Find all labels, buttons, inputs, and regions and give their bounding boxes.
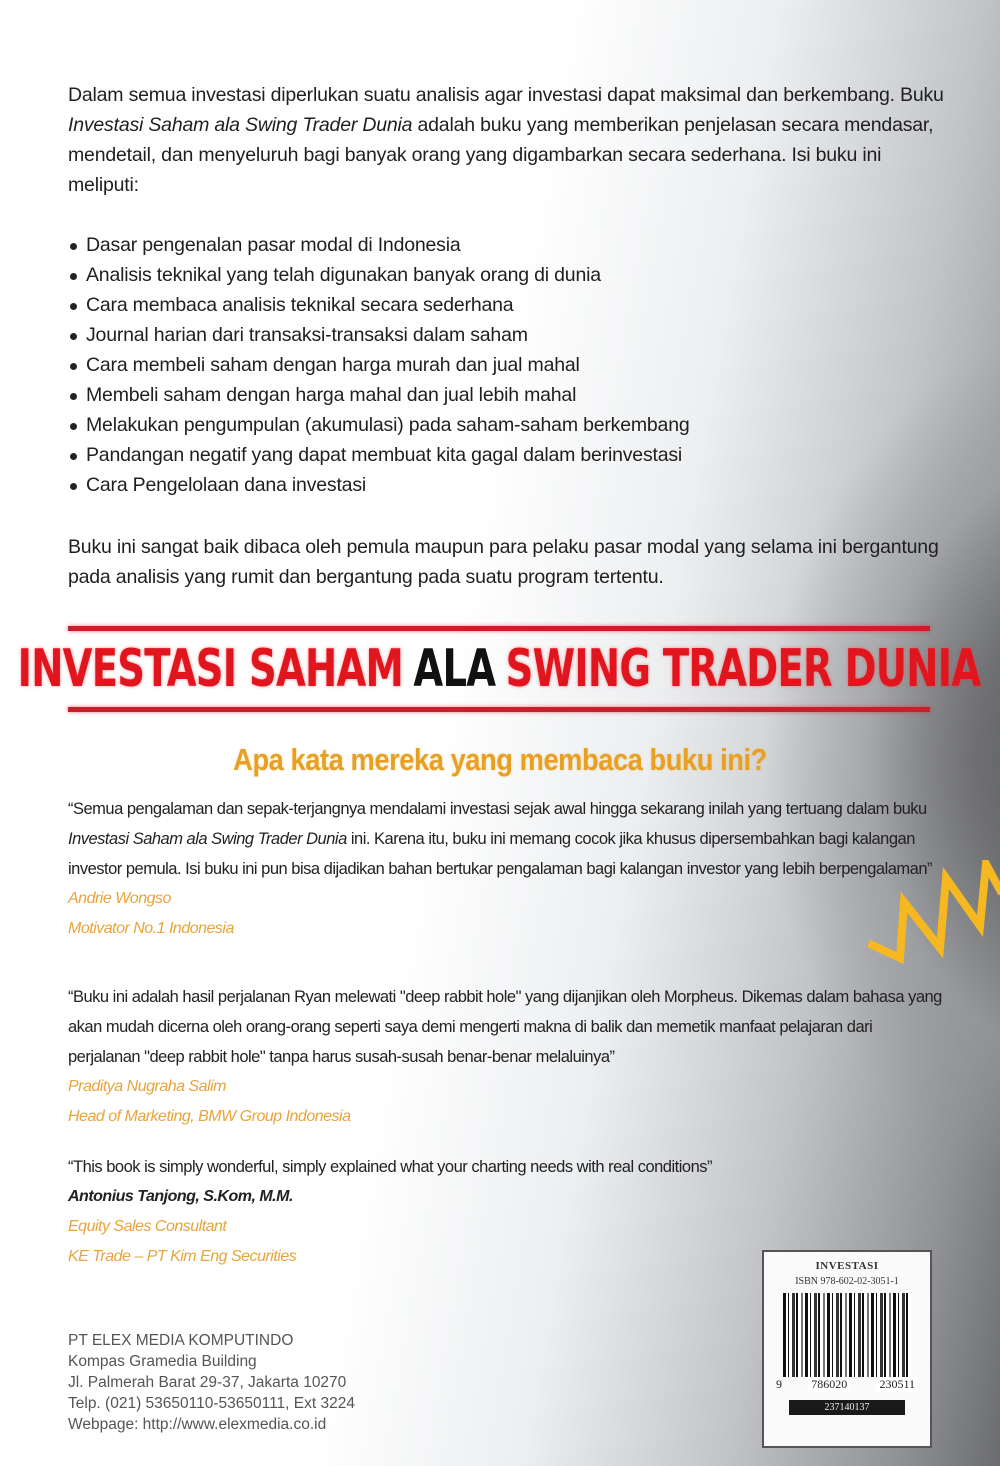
barcode-digit-group-1: 786020: [808, 1377, 850, 1392]
testimonial-2: [68, 982, 948, 1132]
list-item: Cara membeli saham dengan harga murah dan jual mahal: [68, 350, 948, 380]
barcode-lead-digit: 9: [776, 1377, 782, 1391]
title-banner: [17, 626, 981, 712]
banner-top-rule: [68, 626, 930, 631]
testimonial-1: [68, 794, 948, 944]
publisher-building: Kompas Gramedia Building: [68, 1353, 257, 1370]
barcode-code: 237140137: [789, 1400, 905, 1415]
banner-title-part2: ALA: [413, 639, 496, 699]
list-item: Melakukan pengumpulan (akumulasi) pada saham-saham berkembang: [68, 410, 948, 440]
testimonial-role: Equity Sales Consultant: [68, 1218, 227, 1235]
banner-bottom-rule: [68, 707, 930, 712]
publisher-info: [68, 1330, 355, 1435]
barcode-digit-group-2: 230511: [876, 1377, 918, 1392]
zigzag-chart-icon: [868, 860, 1000, 970]
testimonial-text: [68, 794, 948, 884]
testimonials-heading: Apa kata mereka yang membaca buku ini?: [233, 742, 767, 777]
testimonial-text-part: “Semua pengalaman dan sepak-terjangnya mendalami investasi sejak awal hingga sekarang inilah yang tertuang dalam buku: [68, 800, 927, 818]
testimonial-text: “This book is simply wonderful, simply explained what your charting needs with real conditions”: [68, 1158, 712, 1176]
barcode-category: INVESTASI: [815, 1260, 879, 1272]
testimonial-role: Head of Marketing, BMW Group Indonesia: [68, 1108, 351, 1125]
barcode-bars-icon: [783, 1293, 911, 1377]
list-item: Pandangan negatif yang dapat membuat kita gagal dalam berinvestasi: [68, 440, 948, 470]
testimonial-role: Motivator No.1 Indonesia: [68, 920, 234, 937]
testimonial-author: Andrie Wongso: [68, 890, 171, 907]
publisher-address: Jl. Palmerah Barat 29-37, Jakarta 10270: [68, 1374, 347, 1391]
banner-title-part3: SWING TRADER DUNIA: [505, 639, 981, 699]
publisher-name: PT ELEX MEDIA KOMPUTINDO: [68, 1332, 294, 1349]
publisher-web: Webpage: http://www.elexmedia.co.id: [68, 1416, 327, 1433]
intro-text-1: Dalam semua investasi diperlukan suatu analisis agar investasi dapat maksimal dan berkembang. Buku: [68, 84, 944, 106]
barcode-digits: [776, 1377, 918, 1392]
testimonial-author: Antonius Tanjong, S.Kom, M.M.: [68, 1188, 293, 1205]
intro-book-title: Investasi Saham ala Swing Trader Dunia: [68, 114, 413, 136]
testimonial-text-part: ini. Karena itu, buku ini memang cocok jika khusus dipersembahkan bagi kalangan investor pemula. Isi buku ini pun bisa dijadikan bahan bertukar pengalaman bagi kalangan investor yang lebih berpengalaman”: [68, 830, 933, 878]
testimonial-book-title: Investasi Saham ala Swing Trader Dunia: [68, 830, 347, 848]
barcode-isbn: ISBN 978-602-02-3051-1: [795, 1276, 899, 1287]
testimonial-company: KE Trade – PT Kim Eng Securities: [68, 1248, 297, 1265]
publisher-phone: Telp. (021) 53650110-53650111, Ext 3224: [68, 1395, 355, 1412]
list-item: Analisis teknikal yang telah digunakan banyak orang di dunia: [68, 260, 948, 290]
contents-list: [68, 230, 948, 500]
list-item: Dasar pengenalan pasar modal di Indonesia: [68, 230, 948, 260]
closing-paragraph: Buku ini sangat baik dibaca oleh pemula maupun para pelaku pasar modal yang selama ini bergantung pada analisis yang rumit dan bergantung pada suatu program tertentu.: [68, 536, 939, 588]
intro-text-2: adalah buku yang memberikan penjelasan secara mendasar, mendetail, dan menyeluruh bagi banyak orang yang digambarkan secara sederhana. Isi buku ini meliputi:: [68, 114, 934, 196]
banner-title-part1: INVESTASI SAHAM: [17, 639, 404, 699]
list-item: Cara membaca analisis teknikal secara sederhana: [68, 290, 948, 320]
isbn-barcode: [762, 1250, 932, 1448]
list-item: Membeli saham dengan harga mahal dan jual lebih mahal: [68, 380, 948, 410]
list-item: Cara Pengelolaan dana investasi: [68, 470, 948, 500]
testimonial-text: “Buku ini adalah hasil perjalanan Ryan melewati "deep rabbit hole" yang dijanjikan oleh Morpheus. Dikemas dalam bahasa yang akan mudah dicerna oleh orang-orang seperti saya demi mengerti makna di balik dan memetik manfaat pelajaran dari perjalanan "deep rabbit hole" tanpa harus susah-susah benar-benar melaluinya”: [68, 988, 942, 1066]
banner-title: [17, 636, 981, 702]
list-item: Journal harian dari transaksi-transaksi dalam saham: [68, 320, 948, 350]
testimonial-author: Praditya Nugraha Salim: [68, 1078, 226, 1095]
intro-paragraph: [68, 80, 948, 200]
